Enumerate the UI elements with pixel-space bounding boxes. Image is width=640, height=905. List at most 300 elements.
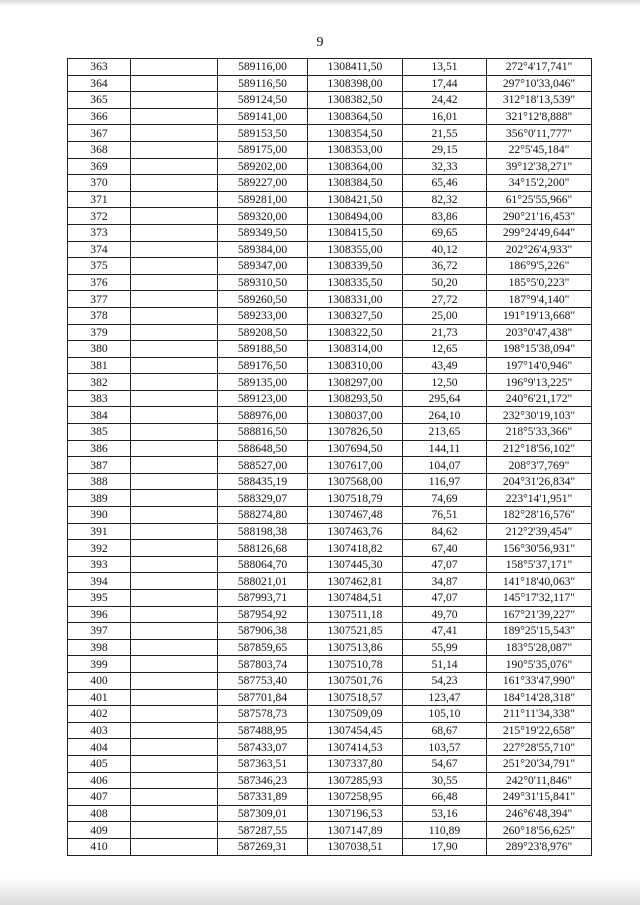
y-coordinate-cell: 1307617,00: [308, 457, 403, 474]
table-row: [68, 805, 592, 822]
direction-angle-cell: 167°21'39,227": [487, 606, 592, 623]
direction-angle-cell: 156°30'56,931": [487, 540, 592, 557]
distance-cell: 12,50: [403, 374, 487, 391]
direction-angle-cell: 185°5'0,223": [487, 274, 592, 291]
point-number-cell: 405: [68, 755, 131, 772]
direction-angle-cell: 260°18'56,625": [487, 822, 592, 839]
blank-cell: [131, 258, 218, 275]
point-number-cell: 397: [68, 623, 131, 640]
x-coordinate-cell: 589135,00: [218, 374, 308, 391]
x-coordinate-cell: 589233,00: [218, 307, 308, 324]
distance-cell: 25,00: [403, 307, 487, 324]
direction-angle-cell: 196°9'13,225": [487, 374, 592, 391]
blank-cell: [131, 556, 218, 573]
distance-cell: 30,55: [403, 772, 487, 789]
blank-cell: [131, 822, 218, 839]
point-number-cell: 408: [68, 805, 131, 822]
blank-cell: [131, 141, 218, 158]
table-row: [68, 108, 592, 125]
direction-angle-cell: 321°12'8,888": [487, 108, 592, 125]
blank-cell: [131, 59, 218, 76]
blank-cell: [131, 689, 218, 706]
blank-cell: [131, 158, 218, 175]
direction-angle-cell: 145°17'32,117": [487, 590, 592, 607]
table-row: [68, 390, 592, 407]
x-coordinate-cell: 587993,71: [218, 590, 308, 607]
y-coordinate-cell: 1307418,82: [308, 540, 403, 557]
point-number-cell: 383: [68, 390, 131, 407]
point-number-cell: 401: [68, 689, 131, 706]
y-coordinate-cell: 1308293,50: [308, 390, 403, 407]
direction-angle-cell: 227°28'55,710": [487, 739, 592, 756]
x-coordinate-cell: 587269,31: [218, 838, 308, 855]
table-row: [68, 739, 592, 756]
direction-angle-cell: 299°24'49,644": [487, 224, 592, 241]
point-number-cell: 364: [68, 75, 131, 92]
point-number-cell: 386: [68, 440, 131, 457]
x-coordinate-cell: 587954,92: [218, 606, 308, 623]
distance-cell: 21,73: [403, 324, 487, 341]
distance-cell: 17,90: [403, 838, 487, 855]
table-row: [68, 407, 592, 424]
x-coordinate-cell: 588527,00: [218, 457, 308, 474]
blank-cell: [131, 739, 218, 756]
x-coordinate-cell: 587331,89: [218, 789, 308, 806]
blank-cell: [131, 457, 218, 474]
direction-angle-cell: 215°19'22,658": [487, 722, 592, 739]
direction-angle-cell: 202°26'4,933": [487, 241, 592, 258]
direction-angle-cell: 312°18'13,539": [487, 92, 592, 109]
distance-cell: 69,65: [403, 224, 487, 241]
table-row: [68, 357, 592, 374]
table-row: [68, 341, 592, 358]
distance-cell: 21,55: [403, 125, 487, 142]
distance-cell: 13,51: [403, 59, 487, 76]
blank-cell: [131, 92, 218, 109]
blank-cell: [131, 623, 218, 640]
x-coordinate-cell: 589227,00: [218, 175, 308, 192]
x-coordinate-cell: 589281,00: [218, 191, 308, 208]
table-row: [68, 324, 592, 341]
x-coordinate-cell: 587753,40: [218, 672, 308, 689]
x-coordinate-cell: 587578,73: [218, 706, 308, 723]
blank-cell: [131, 357, 218, 374]
x-coordinate-cell: 589124,50: [218, 92, 308, 109]
y-coordinate-cell: 1308339,50: [308, 258, 403, 275]
point-number-cell: 387: [68, 457, 131, 474]
y-coordinate-cell: 1307147,89: [308, 822, 403, 839]
table-row: [68, 125, 592, 142]
x-coordinate-cell: 589153,50: [218, 125, 308, 142]
blank-cell: [131, 241, 218, 258]
distance-cell: 40,12: [403, 241, 487, 258]
coordinates-table: [67, 58, 592, 856]
table-row: [68, 606, 592, 623]
direction-angle-cell: 240°6'21,172": [487, 390, 592, 407]
point-number-cell: 400: [68, 672, 131, 689]
distance-cell: 43,49: [403, 357, 487, 374]
point-number-cell: 409: [68, 822, 131, 839]
distance-cell: 55,99: [403, 639, 487, 656]
x-coordinate-cell: 587488,95: [218, 722, 308, 739]
y-coordinate-cell: 1308331,00: [308, 291, 403, 308]
x-coordinate-cell: 589208,50: [218, 324, 308, 341]
distance-cell: 65,46: [403, 175, 487, 192]
direction-angle-cell: 198°15'38,094": [487, 341, 592, 358]
x-coordinate-cell: 589188,50: [218, 341, 308, 358]
blank-cell: [131, 108, 218, 125]
distance-cell: 66,48: [403, 789, 487, 806]
distance-cell: 27,72: [403, 291, 487, 308]
direction-angle-cell: 246°6'48,394": [487, 805, 592, 822]
blank-cell: [131, 75, 218, 92]
y-coordinate-cell: 1307337,80: [308, 755, 403, 772]
y-coordinate-cell: 1307510,78: [308, 656, 403, 673]
blank-cell: [131, 540, 218, 557]
y-coordinate-cell: 1307038,51: [308, 838, 403, 855]
y-coordinate-cell: 1308335,50: [308, 274, 403, 291]
y-coordinate-cell: 1308310,00: [308, 357, 403, 374]
blank-cell: [131, 573, 218, 590]
blank-cell: [131, 307, 218, 324]
point-number-cell: 367: [68, 125, 131, 142]
direction-angle-cell: 186°9'5,226": [487, 258, 592, 275]
table-row: [68, 224, 592, 241]
blank-cell: [131, 125, 218, 142]
x-coordinate-cell: 588435,19: [218, 473, 308, 490]
blank-cell: [131, 772, 218, 789]
x-coordinate-cell: 587309,01: [218, 805, 308, 822]
direction-angle-cell: 356°0'11,777": [487, 125, 592, 142]
distance-cell: 47,07: [403, 590, 487, 607]
x-coordinate-cell: 587859,65: [218, 639, 308, 656]
point-number-cell: 402: [68, 706, 131, 723]
x-coordinate-cell: 589349,50: [218, 224, 308, 241]
point-number-cell: 403: [68, 722, 131, 739]
direction-angle-cell: 158°5'37,171": [487, 556, 592, 573]
table-row: [68, 672, 592, 689]
x-coordinate-cell: 589141,00: [218, 108, 308, 125]
y-coordinate-cell: 1307484,51: [308, 590, 403, 607]
direction-angle-cell: 187°9'4,140": [487, 291, 592, 308]
x-coordinate-cell: 587906,38: [218, 623, 308, 640]
x-coordinate-cell: 589123,00: [218, 390, 308, 407]
y-coordinate-cell: 1307826,50: [308, 424, 403, 441]
direction-angle-cell: 61°25'55,966": [487, 191, 592, 208]
point-number-cell: 368: [68, 141, 131, 158]
y-coordinate-cell: 1307463,76: [308, 523, 403, 540]
blank-cell: [131, 224, 218, 241]
distance-cell: 17,44: [403, 75, 487, 92]
point-number-cell: 370: [68, 175, 131, 192]
y-coordinate-cell: 1308384,50: [308, 175, 403, 192]
distance-cell: 110,89: [403, 822, 487, 839]
x-coordinate-cell: 588816,50: [218, 424, 308, 441]
y-coordinate-cell: 1308398,00: [308, 75, 403, 92]
x-coordinate-cell: 588198,38: [218, 523, 308, 540]
point-number-cell: 371: [68, 191, 131, 208]
direction-angle-cell: 290°21'16,453": [487, 208, 592, 225]
distance-cell: 24,42: [403, 92, 487, 109]
direction-angle-cell: 161°33'47,990": [487, 672, 592, 689]
distance-cell: 295,64: [403, 390, 487, 407]
x-coordinate-cell: 588976,00: [218, 407, 308, 424]
scan-edge-bottom: [0, 878, 640, 905]
distance-cell: 74,69: [403, 490, 487, 507]
table-row: [68, 473, 592, 490]
x-coordinate-cell: 589202,00: [218, 158, 308, 175]
point-number-cell: 389: [68, 490, 131, 507]
point-number-cell: 384: [68, 407, 131, 424]
x-coordinate-cell: 588021,01: [218, 573, 308, 590]
table-row: [68, 656, 592, 673]
y-coordinate-cell: 1308421,50: [308, 191, 403, 208]
y-coordinate-cell: 1308353,00: [308, 141, 403, 158]
table-row: [68, 507, 592, 524]
distance-cell: 51,14: [403, 656, 487, 673]
distance-cell: 104,07: [403, 457, 487, 474]
table-row: [68, 590, 592, 607]
x-coordinate-cell: 589116,50: [218, 75, 308, 92]
direction-angle-cell: 242°0'11,846": [487, 772, 592, 789]
point-number-cell: 385: [68, 424, 131, 441]
point-number-cell: 373: [68, 224, 131, 241]
blank-cell: [131, 672, 218, 689]
table-row: [68, 374, 592, 391]
x-coordinate-cell: 588126,68: [218, 540, 308, 557]
table-row: [68, 75, 592, 92]
point-number-cell: 398: [68, 639, 131, 656]
table-row: [68, 141, 592, 158]
blank-cell: [131, 473, 218, 490]
y-coordinate-cell: 1307501,76: [308, 672, 403, 689]
x-coordinate-cell: 588274,80: [218, 507, 308, 524]
distance-cell: 34,87: [403, 573, 487, 590]
y-coordinate-cell: 1307414,53: [308, 739, 403, 756]
table-row: [68, 307, 592, 324]
point-number-cell: 391: [68, 523, 131, 540]
table-row: [68, 490, 592, 507]
point-number-cell: 390: [68, 507, 131, 524]
table-row: [68, 274, 592, 291]
y-coordinate-cell: 1307445,30: [308, 556, 403, 573]
blank-cell: [131, 590, 218, 607]
table-row: [68, 639, 592, 656]
table-row: [68, 175, 592, 192]
table-row: [68, 424, 592, 441]
table-row: [68, 556, 592, 573]
y-coordinate-cell: 1307513,86: [308, 639, 403, 656]
blank-cell: [131, 208, 218, 225]
distance-cell: 16,01: [403, 108, 487, 125]
direction-angle-cell: 182°28'16,576": [487, 507, 592, 524]
y-coordinate-cell: 1308355,00: [308, 241, 403, 258]
blank-cell: [131, 805, 218, 822]
blank-cell: [131, 722, 218, 739]
blank-cell: [131, 706, 218, 723]
y-coordinate-cell: 1308364,50: [308, 108, 403, 125]
point-number-cell: 410: [68, 838, 131, 855]
blank-cell: [131, 755, 218, 772]
y-coordinate-cell: 1307196,53: [308, 805, 403, 822]
point-number-cell: 406: [68, 772, 131, 789]
distance-cell: 82,32: [403, 191, 487, 208]
table-row: [68, 59, 592, 76]
distance-cell: 103,57: [403, 739, 487, 756]
blank-cell: [131, 606, 218, 623]
distance-cell: 32,33: [403, 158, 487, 175]
blank-cell: [131, 175, 218, 192]
x-coordinate-cell: 587701,84: [218, 689, 308, 706]
table-row: [68, 191, 592, 208]
y-coordinate-cell: 1307454,45: [308, 722, 403, 739]
point-number-cell: 393: [68, 556, 131, 573]
x-coordinate-cell: 589320,00: [218, 208, 308, 225]
distance-cell: 47,41: [403, 623, 487, 640]
blank-cell: [131, 374, 218, 391]
direction-angle-cell: 141°18'40,063": [487, 573, 592, 590]
table-row: [68, 689, 592, 706]
distance-cell: 49,70: [403, 606, 487, 623]
direction-angle-cell: 22°5'45,184": [487, 141, 592, 158]
y-coordinate-cell: 1307568,00: [308, 473, 403, 490]
distance-cell: 264,10: [403, 407, 487, 424]
y-coordinate-cell: 1307521,85: [308, 623, 403, 640]
y-coordinate-cell: 1307258,95: [308, 789, 403, 806]
point-number-cell: 375: [68, 258, 131, 275]
y-coordinate-cell: 1307467,48: [308, 507, 403, 524]
blank-cell: [131, 490, 218, 507]
direction-angle-cell: 272°4'17,741": [487, 59, 592, 76]
x-coordinate-cell: 589310,50: [218, 274, 308, 291]
y-coordinate-cell: 1308354,50: [308, 125, 403, 142]
direction-angle-cell: 218°5'33,366": [487, 424, 592, 441]
point-number-cell: 392: [68, 540, 131, 557]
y-coordinate-cell: 1307518,79: [308, 490, 403, 507]
y-coordinate-cell: 1308037,00: [308, 407, 403, 424]
blank-cell: [131, 390, 218, 407]
table-row: [68, 208, 592, 225]
distance-cell: 123,47: [403, 689, 487, 706]
table-row: [68, 92, 592, 109]
table-row: [68, 722, 592, 739]
y-coordinate-cell: 1307509,09: [308, 706, 403, 723]
distance-cell: 54,23: [403, 672, 487, 689]
y-coordinate-cell: 1308411,50: [308, 59, 403, 76]
point-number-cell: 399: [68, 656, 131, 673]
y-coordinate-cell: 1308327,50: [308, 307, 403, 324]
table-row: [68, 623, 592, 640]
direction-angle-cell: 211°11'34,338": [487, 706, 592, 723]
blank-cell: [131, 407, 218, 424]
x-coordinate-cell: 588329,07: [218, 490, 308, 507]
blank-cell: [131, 656, 218, 673]
y-coordinate-cell: 1308314,00: [308, 341, 403, 358]
distance-cell: 47,07: [403, 556, 487, 573]
table-row: [68, 822, 592, 839]
coordinates-table-body: [68, 59, 592, 856]
distance-cell: 105,10: [403, 706, 487, 723]
y-coordinate-cell: 1308382,50: [308, 92, 403, 109]
blank-cell: [131, 639, 218, 656]
point-number-cell: 407: [68, 789, 131, 806]
distance-cell: 213,65: [403, 424, 487, 441]
distance-cell: 12,65: [403, 341, 487, 358]
point-number-cell: 369: [68, 158, 131, 175]
blank-cell: [131, 507, 218, 524]
distance-cell: 29,15: [403, 141, 487, 158]
point-number-cell: 365: [68, 92, 131, 109]
y-coordinate-cell: 1307511,18: [308, 606, 403, 623]
distance-cell: 53,16: [403, 805, 487, 822]
distance-cell: 84,62: [403, 523, 487, 540]
table-row: [68, 755, 592, 772]
table-row: [68, 440, 592, 457]
direction-angle-cell: 197°14'0,946": [487, 357, 592, 374]
table-row: [68, 706, 592, 723]
y-coordinate-cell: 1307518,57: [308, 689, 403, 706]
blank-cell: [131, 191, 218, 208]
direction-angle-cell: 183°5'28,087": [487, 639, 592, 656]
blank-cell: [131, 274, 218, 291]
distance-cell: 68,67: [403, 722, 487, 739]
blank-cell: [131, 291, 218, 308]
table-row: [68, 291, 592, 308]
distance-cell: 76,51: [403, 507, 487, 524]
x-coordinate-cell: 588648,50: [218, 440, 308, 457]
distance-cell: 83,86: [403, 208, 487, 225]
table-row: [68, 772, 592, 789]
distance-cell: 36,72: [403, 258, 487, 275]
blank-cell: [131, 523, 218, 540]
x-coordinate-cell: 587803,74: [218, 656, 308, 673]
point-number-cell: 394: [68, 573, 131, 590]
direction-angle-cell: 190°5'35,076": [487, 656, 592, 673]
blank-cell: [131, 424, 218, 441]
direction-angle-cell: 223°14'1,951": [487, 490, 592, 507]
direction-angle-cell: 249°31'15,841": [487, 789, 592, 806]
y-coordinate-cell: 1307285,93: [308, 772, 403, 789]
table-row: [68, 158, 592, 175]
point-number-cell: 380: [68, 341, 131, 358]
direction-angle-cell: 297°10'33,046": [487, 75, 592, 92]
point-number-cell: 377: [68, 291, 131, 308]
point-number-cell: 395: [68, 590, 131, 607]
direction-angle-cell: 203°0'47,438": [487, 324, 592, 341]
x-coordinate-cell: 589116,00: [218, 59, 308, 76]
table-row: [68, 457, 592, 474]
direction-angle-cell: 204°31'26,834": [487, 473, 592, 490]
x-coordinate-cell: 589260,50: [218, 291, 308, 308]
direction-angle-cell: 184°14'28,318": [487, 689, 592, 706]
direction-angle-cell: 208°3'7,769": [487, 457, 592, 474]
y-coordinate-cell: 1308415,50: [308, 224, 403, 241]
point-number-cell: 363: [68, 59, 131, 76]
point-number-cell: 376: [68, 274, 131, 291]
point-number-cell: 388: [68, 473, 131, 490]
point-number-cell: 381: [68, 357, 131, 374]
direction-angle-cell: 189°25'15,543": [487, 623, 592, 640]
blank-cell: [131, 440, 218, 457]
page-number: 9: [316, 35, 324, 50]
point-number-cell: 366: [68, 108, 131, 125]
point-number-cell: 378: [68, 307, 131, 324]
x-coordinate-cell: 587287,55: [218, 822, 308, 839]
direction-angle-cell: 289°23'8,976": [487, 838, 592, 855]
y-coordinate-cell: 1307462,81: [308, 573, 403, 590]
table-row: [68, 838, 592, 855]
point-number-cell: 382: [68, 374, 131, 391]
